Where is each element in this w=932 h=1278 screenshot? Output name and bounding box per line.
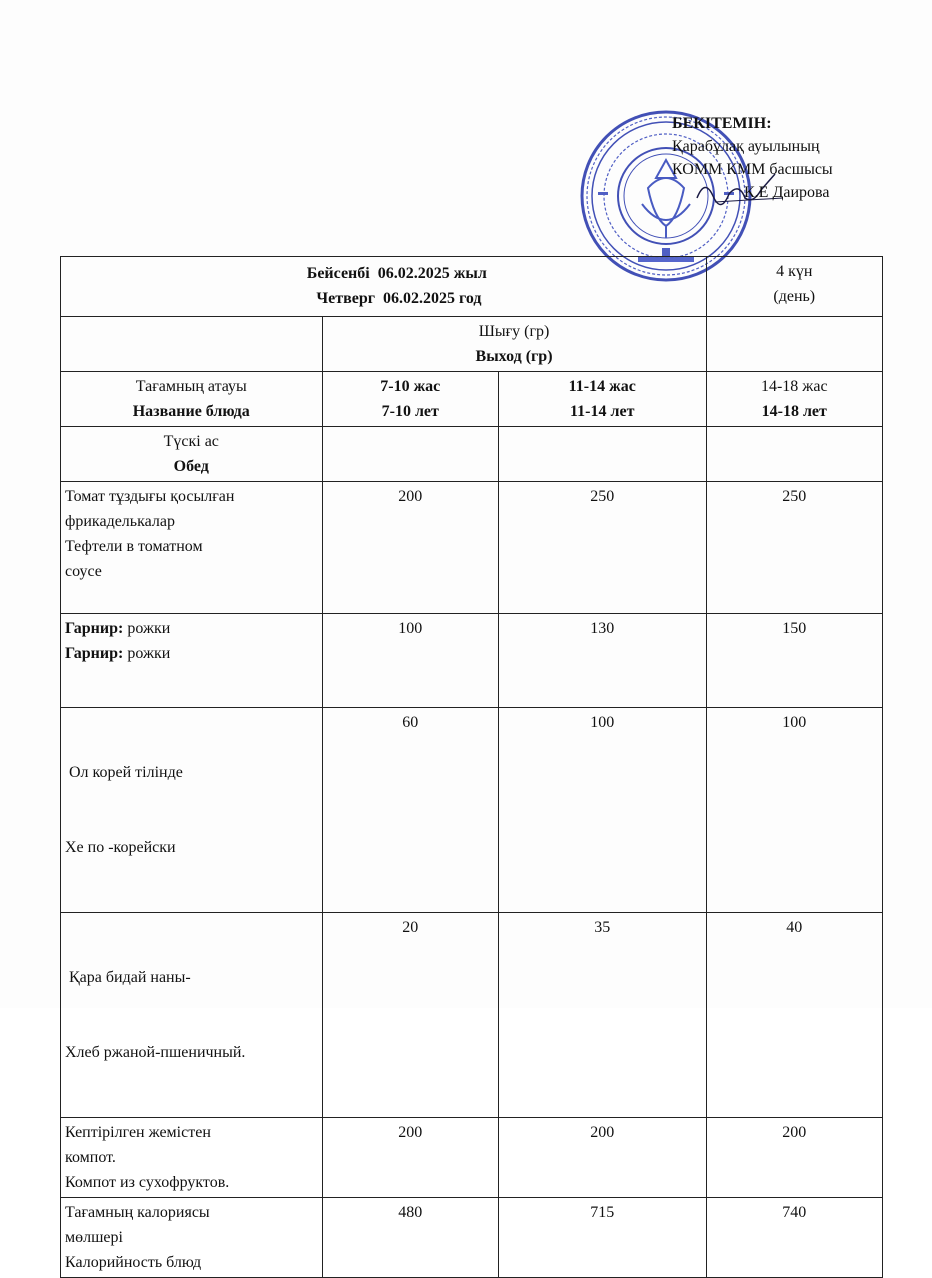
dish-line: Кептірілген жемістен bbox=[65, 1124, 211, 1141]
dish-line: компот. bbox=[65, 1149, 116, 1166]
dish-line: фрикаделькалар bbox=[65, 513, 175, 530]
approval-line-1: Қарабұлақ ауылының bbox=[672, 138, 820, 155]
dish-line bbox=[65, 616, 318, 641]
output-header-kz: Шығу (гр) bbox=[478, 323, 550, 340]
value-14-18: 200 bbox=[706, 1118, 882, 1198]
table-row-calories bbox=[61, 1198, 883, 1278]
empty-cell bbox=[322, 427, 498, 482]
value-7-10: 100 bbox=[322, 614, 498, 708]
dish-header-kz: Тағамның атауы bbox=[135, 378, 247, 395]
date-cell bbox=[61, 257, 707, 317]
dish-name bbox=[61, 1198, 323, 1278]
value-14-18: 250 bbox=[706, 482, 882, 614]
empty-cell bbox=[498, 427, 706, 482]
garnish-text: рожки bbox=[123, 645, 171, 662]
date-kz: 06.02.2025 жыл bbox=[377, 265, 487, 282]
table-row bbox=[61, 614, 883, 708]
garnish-prefix: Гарнир: bbox=[65, 645, 124, 662]
header-row-columns bbox=[61, 372, 883, 427]
value-7-10: 480 bbox=[322, 1198, 498, 1278]
age2-kz: 11-14 жас bbox=[568, 378, 636, 395]
dish-line bbox=[65, 641, 318, 666]
approval-line-2: КОММ КММ басшысы bbox=[672, 161, 833, 178]
dish-line: соусе bbox=[65, 563, 102, 580]
table-row bbox=[61, 913, 883, 1118]
meal-kz: Түскі ас bbox=[163, 433, 219, 450]
garnish-text: рожки bbox=[123, 620, 171, 637]
empty-cell bbox=[706, 317, 882, 372]
dish-line: Тағамның калориясы bbox=[65, 1204, 210, 1221]
dish-name bbox=[61, 913, 323, 1118]
age1-ru: 7-10 лет bbox=[381, 403, 439, 420]
dish-name bbox=[61, 708, 323, 913]
value-11-14: 100 bbox=[498, 708, 706, 913]
table-row bbox=[61, 1118, 883, 1198]
dish-header-ru: Название блюда bbox=[132, 403, 250, 420]
meal-ru: Обед bbox=[173, 458, 209, 475]
dish-line: Калорийность блюд bbox=[65, 1254, 202, 1271]
age2-ru: 11-14 лет bbox=[570, 403, 635, 420]
value-7-10: 200 bbox=[322, 482, 498, 614]
dish-line: Қара бидай наны- bbox=[65, 969, 191, 986]
menu-table bbox=[60, 256, 883, 1278]
age-11-14-header bbox=[498, 372, 706, 427]
garnish-prefix: Гарнир: bbox=[65, 620, 124, 637]
age3-ru: 14-18 лет bbox=[761, 403, 827, 420]
approval-signer: К.Е Даирова bbox=[744, 184, 830, 201]
value-11-14: 250 bbox=[498, 482, 706, 614]
dish-name bbox=[61, 1118, 323, 1198]
dish-line: Ол корей тілінде bbox=[65, 764, 183, 781]
empty-cell bbox=[61, 317, 323, 372]
dish-line: Компот из сухофруктов. bbox=[65, 1174, 230, 1191]
day-number-kz: 4 күн bbox=[776, 263, 813, 280]
value-7-10: 200 bbox=[322, 1118, 498, 1198]
age-14-18-header bbox=[706, 372, 882, 427]
value-11-14: 130 bbox=[498, 614, 706, 708]
table-row bbox=[61, 482, 883, 614]
output-header-cell bbox=[322, 317, 706, 372]
day-kz: Бейсенбі bbox=[306, 265, 370, 282]
meal-cell bbox=[61, 427, 323, 482]
value-14-18: 40 bbox=[706, 913, 882, 1118]
table-row bbox=[61, 708, 883, 913]
empty-cell bbox=[706, 427, 882, 482]
value-14-18: 740 bbox=[706, 1198, 882, 1278]
day-number-cell bbox=[706, 257, 882, 317]
dish-line: мөлшері bbox=[65, 1229, 123, 1246]
age-7-10-header bbox=[322, 372, 498, 427]
value-14-18: 100 bbox=[706, 708, 882, 913]
age1-kz: 7-10 жас bbox=[380, 378, 441, 395]
date-ru: 06.02.2025 год bbox=[383, 290, 482, 307]
dish-line: Тефтели в томатном bbox=[65, 538, 203, 555]
value-7-10: 60 bbox=[322, 708, 498, 913]
day-ru: Четверг bbox=[316, 290, 376, 307]
dish-line: Томат тұздығы қосылған bbox=[65, 488, 235, 505]
age3-kz: 14-18 жас bbox=[760, 378, 828, 395]
value-7-10: 20 bbox=[322, 913, 498, 1118]
dish-name-header bbox=[61, 372, 323, 427]
approval-title: БЕКІТЕМІН: bbox=[672, 115, 772, 132]
header-row-date bbox=[61, 257, 883, 317]
value-14-18: 150 bbox=[706, 614, 882, 708]
dish-name bbox=[61, 614, 323, 708]
dish-name bbox=[61, 482, 323, 614]
meal-row bbox=[61, 427, 883, 482]
output-header-ru: Выход (гр) bbox=[475, 348, 553, 365]
value-11-14: 35 bbox=[498, 913, 706, 1118]
header-row-output bbox=[61, 317, 883, 372]
dish-line: Хе по -корейски bbox=[65, 839, 176, 856]
value-11-14: 715 bbox=[498, 1198, 706, 1278]
approval-block bbox=[672, 112, 922, 204]
day-number-ru: (день) bbox=[773, 288, 816, 305]
dish-line: Хлеб ржаной-пшеничный. bbox=[65, 1044, 246, 1061]
value-11-14: 200 bbox=[498, 1118, 706, 1198]
